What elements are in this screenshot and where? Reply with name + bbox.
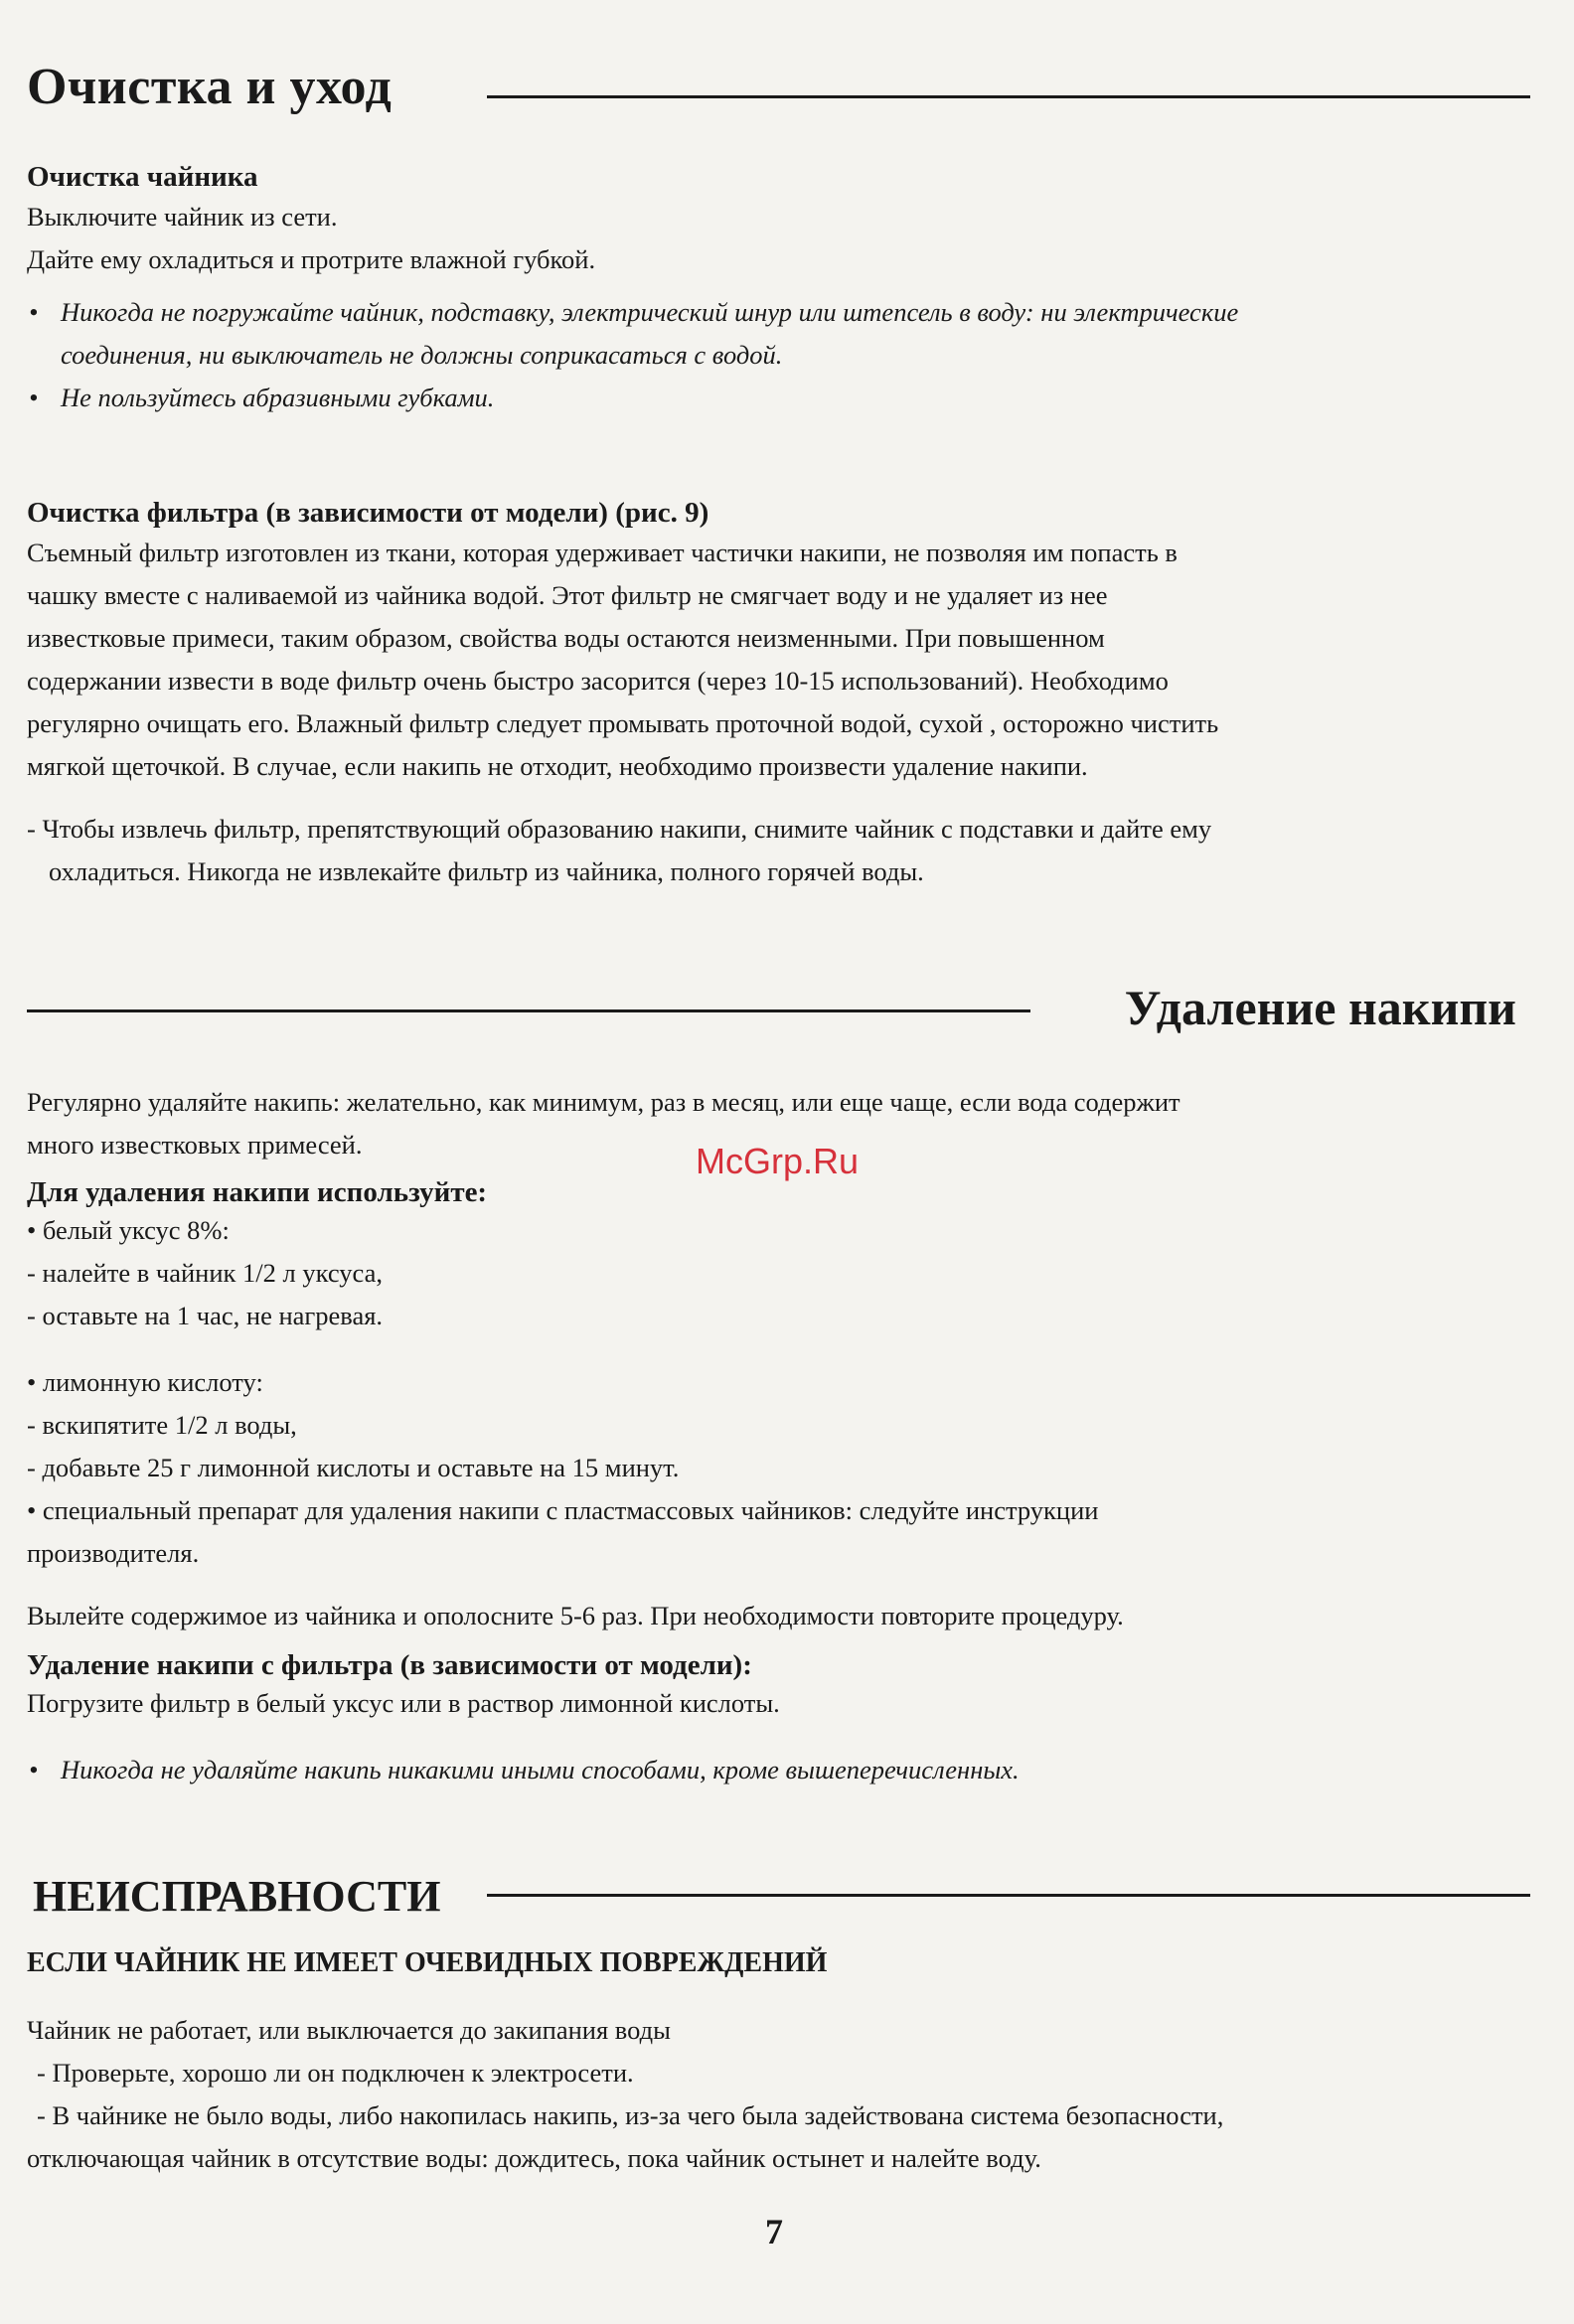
vinegar-line: - налейте в чайник 1/2 л уксуса,: [27, 1258, 383, 1288]
fault-line: отключающая чайник в отсутствие воды: дождитесь, пока чайник остынет и налейте воду.: [27, 2143, 1041, 2173]
citric-line: • специальный препарат для удаления накипи с пластмассовых чайников: следуйте инструкции: [27, 1495, 1099, 1525]
intro-line: Регулярно удаляйте накипь: желательно, как минимум, раз в месяц, или еще чаще, если вода содержит: [27, 1087, 1180, 1117]
page-number: 7: [765, 2212, 783, 2251]
filter-cleaning-block: [27, 497, 1517, 893]
fault-line: - Проверьте, хорошо ли он подключен к электросети.: [37, 2058, 634, 2088]
section-title-descaling: Удаление накипи: [1124, 980, 1516, 1035]
kettle-cleaning-line: Дайте ему охладиться и протрите влажной губкой.: [27, 244, 596, 274]
section-title-cleaning: Очистка и уход: [27, 59, 393, 115]
paragraph-line: регулярно очищать его. Влажный фильтр следует промывать проточной водой, сухой , осторожно чистить: [27, 708, 1219, 738]
warning-text: • Никогда не погружайте чайник, подставку, электрический шнур или штепсель в воду: ни электрические: [61, 297, 1239, 327]
fault-line: Чайник не работает, или выключается до закипания воды: [27, 2015, 671, 2045]
citric-line: - добавьте 25 г лимонной кислоты и оставьте на 15 минут.: [27, 1453, 680, 1482]
faults-subheading: ЕСЛИ ЧАЙНИК НЕ ИМЕЕТ ОЧЕВИДНЫХ ПОВРЕЖДЕНИЙ: [27, 1947, 828, 1978]
warning-text: соединения, ни выключатель не должны соприкасаться с водой.: [61, 340, 783, 370]
title-rule: [487, 1894, 1530, 1897]
paragraph-line: известковые примеси, таким образом, свойства воды остаются неизменными. При повышенном: [27, 623, 1105, 653]
vinegar-line: - оставьте на 1 час, не нагревая.: [27, 1301, 384, 1330]
kettle-cleaning-heading: Очистка чайника: [27, 161, 258, 193]
citric-line: - вскипятите 1/2 л воды,: [27, 1410, 297, 1440]
paragraph-line: мягкой щеточкой. В случае, если накипь не отходит, необходимо произвести удаление накипи.: [27, 751, 1088, 781]
vinegar-line: • белый уксус 8%:: [27, 1215, 230, 1245]
watermark: McGrp.Ru: [696, 1141, 860, 1181]
warning-item: [27, 377, 1517, 419]
warning-item: [27, 291, 1517, 377]
warning-item: [27, 1749, 1517, 1791]
paragraph-line: содержании извести в воде фильтр очень быстро засорится (через 10-15 использований). Необходимо: [27, 666, 1169, 696]
citric-line: производителя.: [27, 1538, 200, 1568]
title-rule: [27, 1009, 1030, 1012]
use-heading: Для удаления накипи используйте:: [27, 1176, 488, 1208]
kettle-cleaning-block: [27, 161, 1517, 419]
filter-cleaning-heading: Очистка фильтра (в зависимости от модели) (рис. 9): [27, 497, 709, 529]
kettle-cleaning-line: Выключите чайник из сети.: [27, 202, 338, 232]
warning-text: • Никогда не удаляйте накипь никакими иными способами, кроме вышеперечисленных.: [61, 1755, 1020, 1784]
intro-line: много известковых примесей.: [27, 1130, 363, 1160]
note-line: - Чтобы извлечь фильтр, препятствующий образованию накипи, снимите чайник с подставки и дайте ему: [27, 814, 1212, 844]
paragraph-line: Съемный фильтр изготовлен из ткани, которая удерживает частички накипи, не позволяя им попасть в: [27, 538, 1178, 567]
filter-descaling-heading: Удаление накипи с фильтра (в зависимости от модели):: [27, 1649, 752, 1681]
descaling-block: [27, 1081, 1517, 1791]
citric-line: • лимонную кислоту:: [27, 1367, 263, 1397]
note-line: охладиться. Никогда не извлекайте фильтр из чайника, полного горячей воды.: [49, 856, 924, 886]
filter-descaling-text: Погрузите фильтр в белый уксус или в раствор лимонной кислоты.: [27, 1688, 780, 1718]
section-title-faults: НЕИСПРАВНОСТИ: [33, 1872, 441, 1921]
rinse-line: Вылейте содержимое из чайника и ополосните 5-6 раз. При необходимости повторите процедуру.: [27, 1601, 1124, 1630]
title-rule: [487, 95, 1530, 98]
fault-line: - В чайнике не было воды, либо накопилась накипь, из-за чего была задействована система безопасности,: [37, 2100, 1224, 2130]
faults-block: [27, 1947, 1517, 2180]
warning-text: • Не пользуйтесь абразивными губками.: [61, 383, 495, 412]
paragraph-line: чашку вместе с наливаемой из чайника водой. Этот фильтр не смягчает воду и не удаляет из нее: [27, 580, 1108, 610]
